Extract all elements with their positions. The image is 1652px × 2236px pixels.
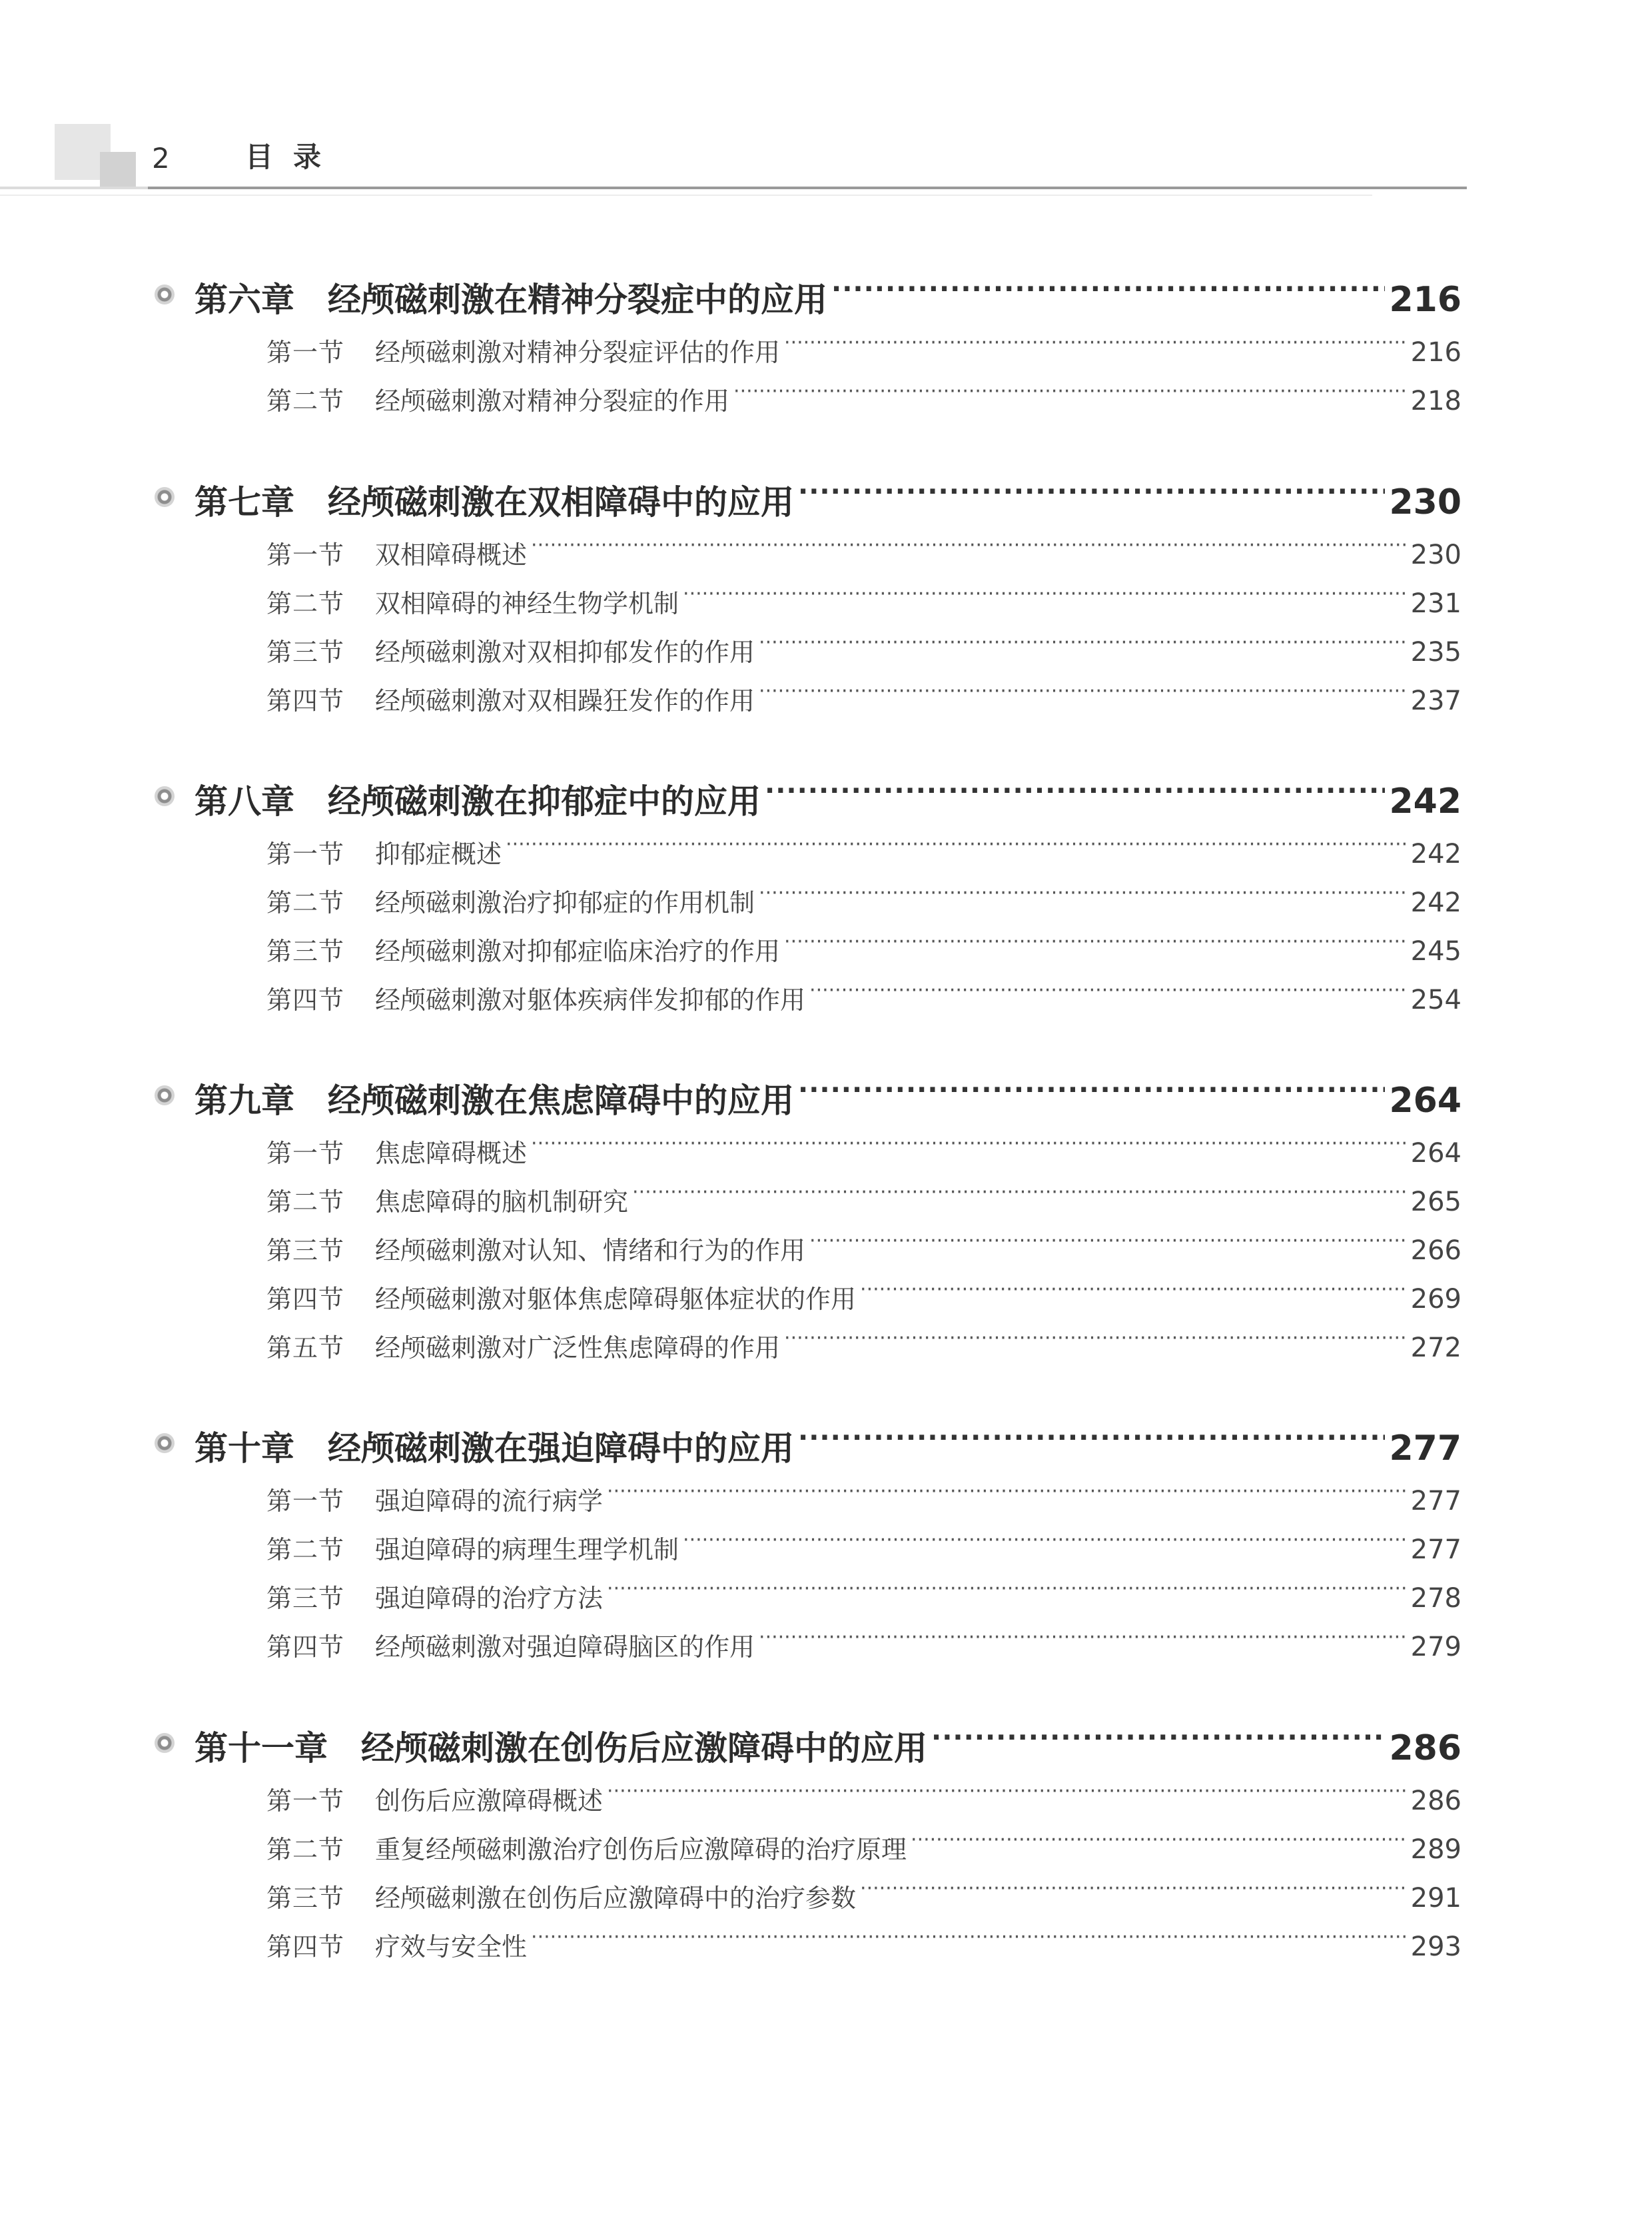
section-page-number: 277 xyxy=(1410,1534,1461,1565)
section-page-number: 293 xyxy=(1410,1932,1461,1962)
section-page-number: 279 xyxy=(1410,1632,1461,1662)
section-page-number: 235 xyxy=(1410,637,1461,668)
dot-leader xyxy=(531,1920,1407,1956)
chapter-page-number: 286 xyxy=(1389,1728,1461,1768)
toc-section[interactable] xyxy=(266,674,1461,719)
section-label: 第二节 xyxy=(266,1535,345,1564)
toc-section[interactable] xyxy=(266,1223,1461,1269)
section-label: 第一节 xyxy=(266,839,345,869)
section-page-number: 278 xyxy=(1410,1583,1461,1614)
chapter-label: 第九章 xyxy=(195,1081,294,1120)
toc-section[interactable] xyxy=(266,1871,1461,1916)
section-label: 第三节 xyxy=(266,1584,345,1613)
toc-chapter-7[interactable] xyxy=(155,470,1461,524)
toc-section[interactable] xyxy=(266,1522,1461,1568)
chapter-title: 经颅磁刺激在强迫障碍中的应用 xyxy=(328,1429,794,1468)
toc-section[interactable] xyxy=(266,1272,1461,1317)
section-page-number: 269 xyxy=(1410,1284,1461,1315)
dot-leader xyxy=(765,769,1385,813)
section-title: 经颅磁刺激对抑郁症临床治疗的作用 xyxy=(375,937,781,966)
dot-leader xyxy=(632,1175,1407,1211)
section-label: 第一节 xyxy=(266,1486,345,1516)
chapter-bullet-icon xyxy=(155,1433,175,1453)
section-label: 第三节 xyxy=(266,1884,345,1913)
section-title: 焦虑障碍概述 xyxy=(375,1139,528,1168)
dot-leader xyxy=(931,1716,1385,1760)
section-label: 第三节 xyxy=(266,1236,345,1265)
section-page-number: 277 xyxy=(1410,1486,1461,1516)
section-label: 第一节 xyxy=(266,1786,345,1816)
section-title: 经颅磁刺激对精神分裂症评估的作用 xyxy=(375,338,781,367)
section-label: 第一节 xyxy=(266,1139,345,1168)
chapter-title: 经颅磁刺激在抑郁症中的应用 xyxy=(328,782,761,821)
chapter-page-number: 230 xyxy=(1389,482,1461,522)
section-title: 经颅磁刺激在创伤后应激障碍中的治疗参数 xyxy=(375,1884,857,1913)
chapter-label: 第八章 xyxy=(195,782,294,821)
section-title: 经颅磁刺激对认知、情绪和行为的作用 xyxy=(375,1236,806,1265)
section-label: 第一节 xyxy=(266,540,345,570)
section-title: 经颅磁刺激对双相抑郁发作的作用 xyxy=(375,638,755,667)
chapter-bullet-icon xyxy=(155,1733,175,1753)
section-label: 第五节 xyxy=(266,1333,345,1363)
toc-section[interactable] xyxy=(266,1620,1461,1665)
section-page-number: 230 xyxy=(1410,540,1461,570)
section-page-number: 272 xyxy=(1410,1333,1461,1363)
section-title: 经颅磁刺激对精神分裂症的作用 xyxy=(375,386,730,416)
toc-section[interactable] xyxy=(266,1126,1461,1171)
toc-section[interactable] xyxy=(266,1175,1461,1220)
section-title: 经颅磁刺激对躯体焦虑障碍躯体症状的作用 xyxy=(375,1285,857,1314)
toc-section[interactable] xyxy=(266,625,1461,670)
section-title: 创伤后应激障碍概述 xyxy=(375,1786,604,1816)
dot-leader xyxy=(809,1223,1407,1259)
toc-section[interactable] xyxy=(266,1571,1461,1616)
dot-leader xyxy=(506,827,1407,863)
section-title: 经颅磁刺激对躯体疾病伴发抑郁的作用 xyxy=(375,985,806,1015)
dot-leader xyxy=(531,1126,1407,1162)
dot-leader xyxy=(531,528,1407,564)
section-label: 第一节 xyxy=(266,338,345,367)
section-label: 第二节 xyxy=(266,888,345,917)
dot-leader xyxy=(607,1474,1407,1510)
chapter-label: 第七章 xyxy=(195,483,294,522)
toc-section[interactable] xyxy=(266,576,1461,622)
toc-chapter-10[interactable] xyxy=(155,1416,1461,1470)
chapter-bullet-icon xyxy=(155,786,175,806)
section-page-number: 231 xyxy=(1410,588,1461,619)
section-label: 第三节 xyxy=(266,638,345,667)
section-page-number: 291 xyxy=(1410,1883,1461,1914)
page-title: 目录 xyxy=(245,141,342,173)
chapter-label: 第六章 xyxy=(195,280,294,319)
dot-leader xyxy=(759,875,1407,911)
section-title: 疗效与安全性 xyxy=(375,1932,528,1961)
header-decoration-square xyxy=(100,152,136,188)
dot-leader xyxy=(798,1068,1385,1112)
section-title: 双相障碍概述 xyxy=(375,540,528,570)
section-page-number: 264 xyxy=(1410,1138,1461,1169)
dot-leader xyxy=(911,1822,1407,1858)
section-label: 第二节 xyxy=(266,1835,345,1864)
section-title: 强迫障碍的流行病学 xyxy=(375,1486,604,1516)
dot-leader xyxy=(798,470,1385,514)
dot-leader xyxy=(683,576,1407,612)
toc-section[interactable] xyxy=(266,1321,1461,1366)
section-title: 双相障碍的神经生物学机制 xyxy=(375,589,679,618)
chapter-title: 经颅磁刺激在焦虑障碍中的应用 xyxy=(328,1081,794,1120)
section-label: 第四节 xyxy=(266,1932,345,1961)
dot-leader xyxy=(784,1321,1407,1357)
header-rule-dark xyxy=(148,187,1467,189)
chapter-label: 第十章 xyxy=(195,1429,294,1468)
section-label: 第四节 xyxy=(266,1285,345,1314)
dot-leader xyxy=(759,625,1407,661)
chapter-title: 经颅磁刺激在精神分裂症中的应用 xyxy=(328,280,827,319)
section-label: 第四节 xyxy=(266,1632,345,1662)
section-label: 第二节 xyxy=(266,1187,345,1217)
section-label: 第四节 xyxy=(266,985,345,1015)
dot-leader xyxy=(860,1871,1407,1907)
dot-leader xyxy=(759,674,1407,710)
section-title: 强迫障碍的治疗方法 xyxy=(375,1584,604,1613)
section-page-number: 242 xyxy=(1410,839,1461,869)
toc-chapter-11[interactable] xyxy=(155,1716,1461,1770)
dot-leader xyxy=(860,1272,1407,1308)
chapter-title: 经颅磁刺激在双相障碍中的应用 xyxy=(328,483,794,522)
section-label: 第四节 xyxy=(266,686,345,716)
chapter-bullet-icon xyxy=(155,487,175,507)
dot-leader xyxy=(683,1522,1407,1558)
section-title: 经颅磁刺激对双相躁狂发作的作用 xyxy=(375,686,755,716)
chapter-label: 第十一章 xyxy=(195,1729,328,1768)
section-label: 第三节 xyxy=(266,937,345,966)
chapter-bullet-icon xyxy=(155,1085,175,1105)
toc-section[interactable] xyxy=(266,875,1461,921)
toc-section[interactable] xyxy=(266,528,1461,573)
section-page-number: 218 xyxy=(1410,386,1461,416)
section-page-number: 242 xyxy=(1410,887,1461,918)
section-title: 强迫障碍的病理生理学机制 xyxy=(375,1535,679,1564)
dot-leader xyxy=(607,1571,1407,1607)
section-title: 焦虑障碍的脑机制研究 xyxy=(375,1187,629,1217)
chapter-page-number: 242 xyxy=(1389,782,1461,822)
section-title: 重复经颅磁刺激治疗创伤后应激障碍的治疗原理 xyxy=(375,1835,907,1864)
section-title: 抑郁症概述 xyxy=(375,839,502,869)
toc-section[interactable] xyxy=(266,924,1461,969)
toc-section[interactable] xyxy=(266,374,1461,419)
section-title: 经颅磁刺激对强迫障碍脑区的作用 xyxy=(375,1632,755,1662)
chapter-page-number: 277 xyxy=(1389,1428,1461,1468)
page-header xyxy=(0,0,1652,200)
section-page-number: 289 xyxy=(1410,1834,1461,1865)
header-rule-light xyxy=(0,195,1372,196)
toc-chapter-9[interactable] xyxy=(155,1068,1461,1123)
section-page-number: 265 xyxy=(1410,1187,1461,1217)
toc-chapter-6[interactable] xyxy=(155,267,1461,322)
dot-leader xyxy=(733,374,1407,410)
toc-section[interactable] xyxy=(266,1774,1461,1819)
dot-leader xyxy=(798,1416,1385,1460)
section-page-number: 216 xyxy=(1410,337,1461,368)
toc-section[interactable] xyxy=(266,973,1461,1018)
section-page-number: 237 xyxy=(1410,686,1461,716)
toc-section[interactable] xyxy=(266,1822,1461,1868)
dot-leader xyxy=(784,924,1407,960)
dot-leader xyxy=(831,267,1385,311)
toc-section[interactable] xyxy=(266,1920,1461,1965)
dot-leader xyxy=(809,973,1407,1009)
toc-section[interactable] xyxy=(266,325,1461,370)
page-number: 2 xyxy=(152,142,170,175)
section-title: 经颅磁刺激治疗抑郁症的作用机制 xyxy=(375,888,755,917)
chapter-title: 经颅磁刺激在创伤后应激障碍中的应用 xyxy=(361,1729,927,1768)
section-title: 经颅磁刺激对广泛性焦虑障碍的作用 xyxy=(375,1333,781,1363)
toc-section[interactable] xyxy=(266,827,1461,872)
section-label: 第二节 xyxy=(266,386,345,416)
dot-leader xyxy=(784,325,1407,361)
toc-section[interactable] xyxy=(266,1474,1461,1519)
dot-leader xyxy=(607,1774,1407,1810)
chapter-page-number: 264 xyxy=(1389,1081,1461,1121)
chapter-page-number: 216 xyxy=(1389,280,1461,320)
section-label: 第二节 xyxy=(266,589,345,618)
section-page-number: 245 xyxy=(1410,936,1461,967)
chapter-bullet-icon xyxy=(155,284,175,304)
section-page-number: 286 xyxy=(1410,1786,1461,1816)
section-page-number: 266 xyxy=(1410,1235,1461,1266)
dot-leader xyxy=(759,1620,1407,1656)
section-page-number: 254 xyxy=(1410,985,1461,1015)
toc-chapter-8[interactable] xyxy=(155,769,1461,824)
